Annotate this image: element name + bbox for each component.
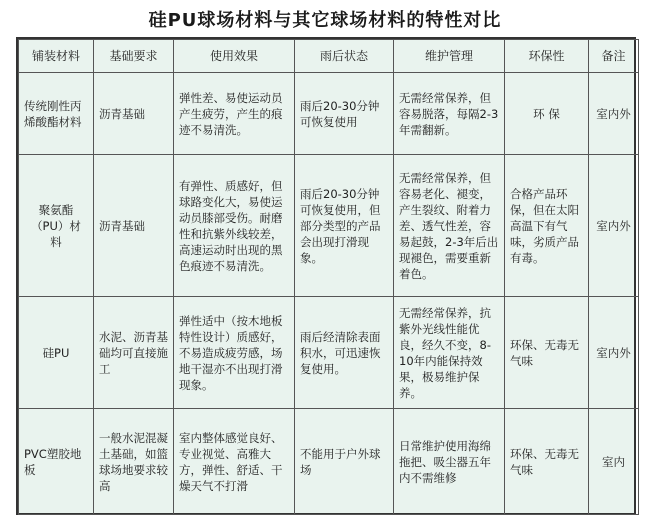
cell-maintenance: 无需经常保养，但容易老化、褪变，产生裂纹、附着力差、透气性差，容易起鼓，2-3年后出现褪色，需要重新着色。 bbox=[394, 155, 505, 297]
header-row bbox=[19, 40, 639, 73]
page-title: 硅PU球场材料与其它球场材料的特性对比 bbox=[148, 10, 502, 31]
cell-rain: 雨后20-30分钟可恢复使用 bbox=[295, 73, 394, 155]
table-row bbox=[19, 155, 639, 297]
header-effect: 使用效果 bbox=[174, 40, 295, 73]
cell-base: 一般水泥混凝土基础，如篮球场地要求较高 bbox=[94, 409, 174, 515]
cell-note: 室内外 bbox=[589, 297, 639, 409]
cell-eco: 环保、无毒无气味 bbox=[505, 409, 589, 515]
cell-effect: 弹性差、易使运动员产生疲劳，产生的痕迹不易清洗。 bbox=[174, 73, 295, 155]
cell-rain: 雨后20-30分钟可恢复使用，但部分类型的产品会出现打滑现象。 bbox=[295, 155, 394, 297]
cell-note: 室内外 bbox=[589, 73, 639, 155]
table-row bbox=[19, 73, 639, 155]
cell-rain: 不能用于户外球场 bbox=[295, 409, 394, 515]
header-material: 铺装材料 bbox=[19, 40, 94, 73]
cell-material: 硅PU bbox=[19, 297, 94, 409]
header-note: 备注 bbox=[589, 40, 639, 73]
cell-material: PVC塑胶地板 bbox=[19, 409, 94, 515]
cell-eco: 环保、无毒无气味 bbox=[505, 297, 589, 409]
cell-material: 聚氨酯（PU）材 料 bbox=[19, 155, 94, 297]
cell-note: 室内外 bbox=[589, 155, 639, 297]
comparison-table bbox=[18, 39, 639, 515]
cell-note: 室内 bbox=[589, 409, 639, 515]
cell-rain: 雨后经清除表面积水，可迅速恢复使用。 bbox=[295, 297, 394, 409]
cell-maintenance: 日常维护使用海绵拖把、吸尘器五年内不需维修 bbox=[394, 409, 505, 515]
cell-effect: 室内整体感觉良好、专业视觉、高雅大方，弹性、舒适、干燥天气不打滑 bbox=[174, 409, 295, 515]
cell-base: 沥青基础 bbox=[94, 155, 174, 297]
table-row bbox=[19, 297, 639, 409]
header-maintenance: 维护管理 bbox=[394, 40, 505, 73]
cell-effect: 有弹性、质感好，但球路变化大，易使运动员膝部受伤。耐磨性和抗紫外线较差，高速运动时出现的黑色痕迹不易清洗。 bbox=[174, 155, 295, 297]
header-rain: 雨后状态 bbox=[295, 40, 394, 73]
cell-maintenance: 无需经常保养，但容易脱落，每隔2-3年需翻新。 bbox=[394, 73, 505, 155]
cell-eco: 环 保 bbox=[505, 73, 589, 155]
comparison-table-frame bbox=[16, 37, 636, 515]
cell-maintenance: 无需经常保养，抗紫外光线性能优良，经久不变，8-10年内能保持效果，极易维护保养。 bbox=[394, 297, 505, 409]
header-base: 基础要求 bbox=[94, 40, 174, 73]
cell-base: 沥青基础 bbox=[94, 73, 174, 155]
table-row bbox=[19, 409, 639, 515]
header-eco: 环保性 bbox=[505, 40, 589, 73]
cell-base: 水泥、沥青基础均可直接施工 bbox=[94, 297, 174, 409]
cell-material: 传统刚性丙烯酸酯材料 bbox=[19, 73, 94, 155]
cell-eco: 合格产品环保，但在太阳高温下有气味，劣质产品有毒。 bbox=[505, 155, 589, 297]
cell-effect: 弹性适中（按木地板特性设计）质感好，不易造成疲劳感，场地干湿亦不出现打滑现象。 bbox=[174, 297, 295, 409]
